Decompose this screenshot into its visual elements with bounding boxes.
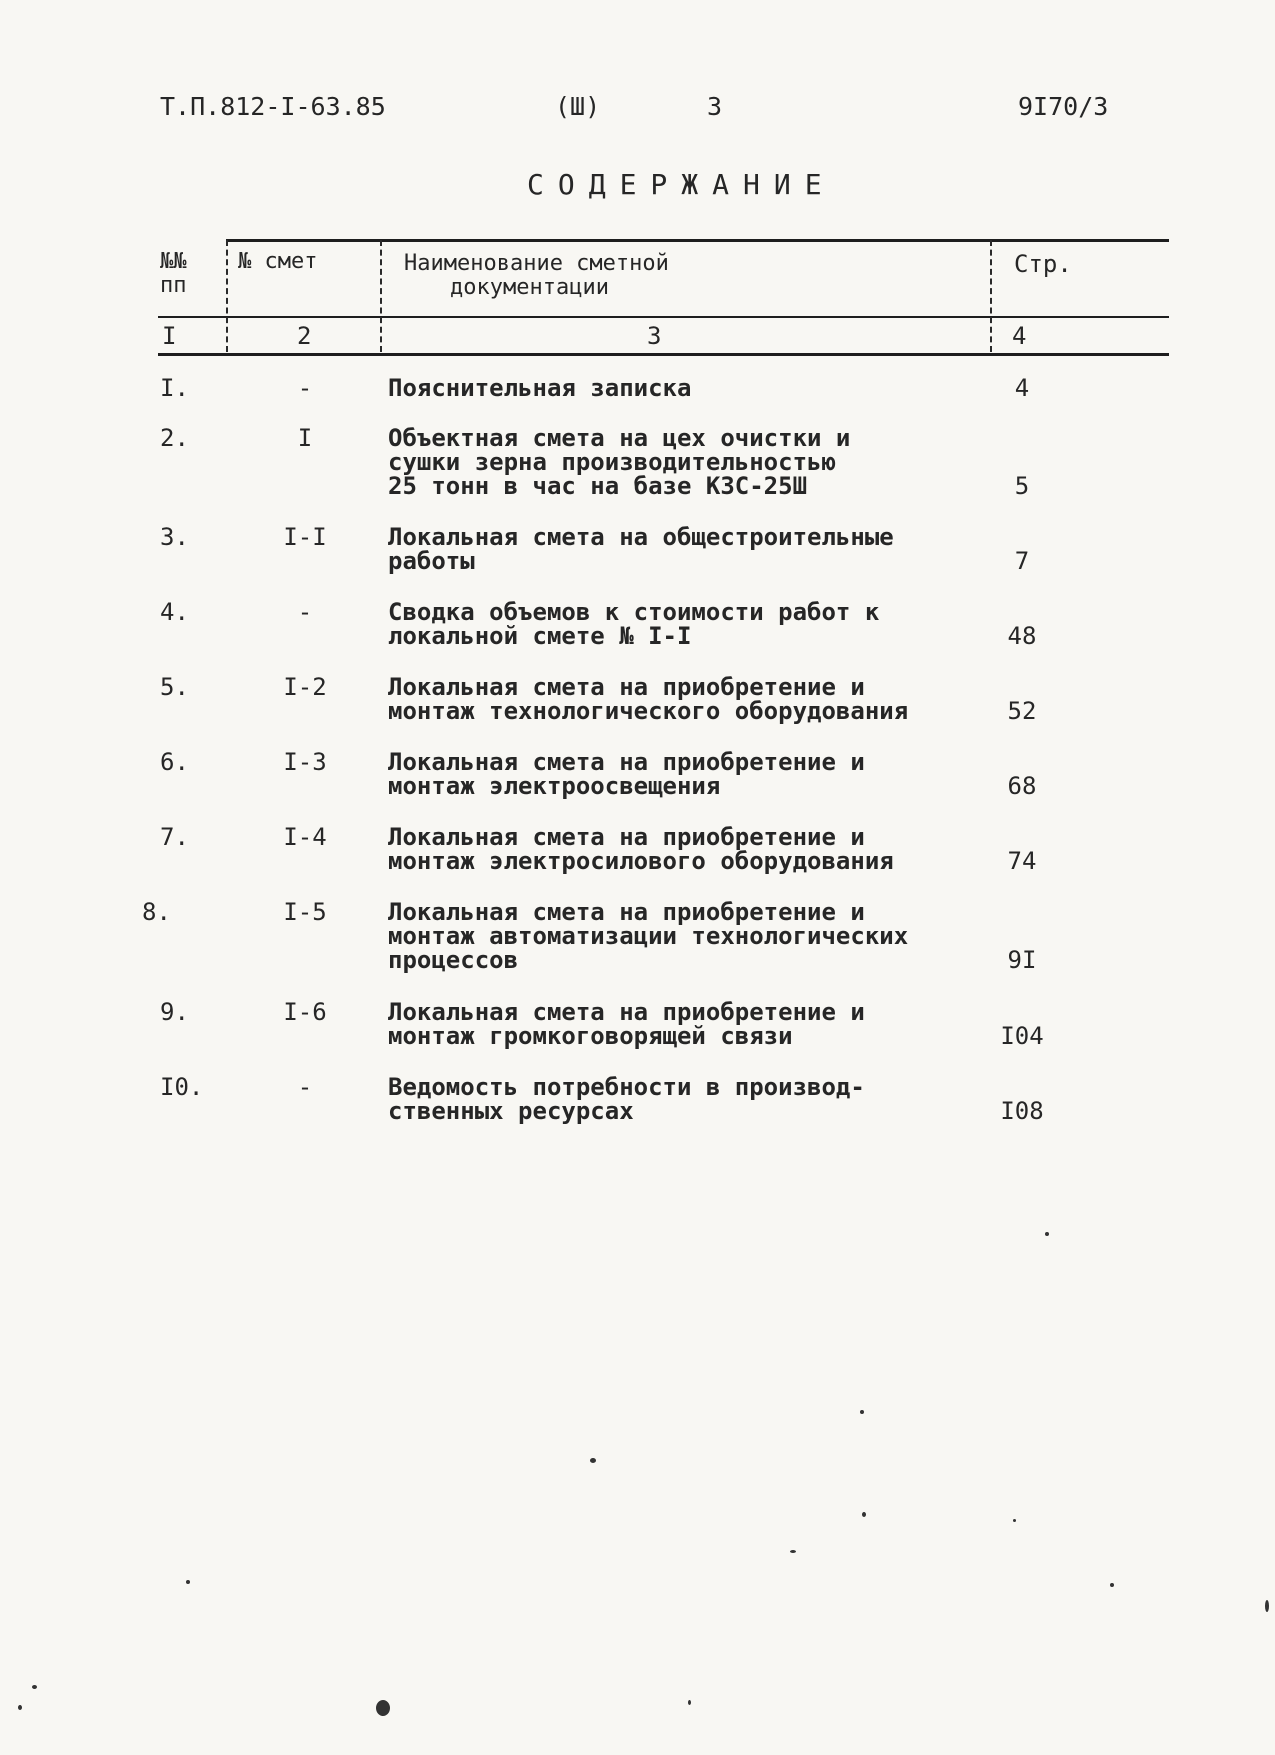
section-marker: (Ш): [555, 92, 601, 121]
column-number: I: [162, 322, 177, 350]
scan-speck: [186, 1580, 190, 1584]
page-reference: 5: [1014, 472, 1030, 500]
row-number: 3.: [160, 523, 189, 551]
scan-speck: [1013, 1519, 1016, 1522]
sheet-number: 3: [707, 92, 723, 121]
column-header-nn: [160, 250, 187, 298]
scan-speck: [32, 1685, 37, 1689]
document-name-line: работы: [388, 547, 475, 575]
column-header-nn-line1: №№: [160, 249, 187, 274]
document-name-line: Локальная смета на общестроительные: [388, 523, 894, 551]
page-reference: 52: [1007, 697, 1037, 725]
page-title: СОДЕРЖАНИЕ: [527, 168, 836, 201]
row-number: 7.: [160, 823, 189, 851]
column-number: 3: [647, 322, 662, 350]
estimate-number: I: [297, 424, 313, 452]
document-name-line: монтаж электроосвещения: [388, 772, 721, 800]
column-separator: [380, 240, 382, 352]
column-header-name-line2: документации: [450, 275, 609, 300]
page-reference: 9I: [1007, 946, 1037, 974]
document-name-line: Сводка объемов к стоимости работ к: [388, 598, 880, 626]
document-name-line: ственных ресурсах: [388, 1097, 634, 1125]
column-number: 2: [297, 322, 312, 350]
row-number: 2.: [160, 424, 189, 452]
page-reference: 74: [1007, 847, 1037, 875]
document-name-line: Локальная смета на приобретение и: [388, 823, 865, 851]
scan-speck: [590, 1458, 596, 1463]
document-name-line: процессов: [388, 946, 519, 974]
document-name-line: Объектная смета на цех очистки и: [388, 424, 851, 452]
document-name-line: монтаж технологического оборудования: [388, 697, 909, 725]
column-separator: [226, 240, 228, 352]
document-name-line: монтаж громкоговорящей связи: [388, 1022, 793, 1050]
scan-speck: [1265, 1600, 1269, 1612]
scan-speck: [18, 1705, 22, 1710]
estimate-number: I-6: [283, 998, 327, 1026]
estimate-number: I-4: [283, 823, 327, 851]
column-header-nn-line2: пп: [160, 273, 187, 298]
scan-speck: [862, 1512, 866, 1517]
scan-speck: [1045, 1232, 1049, 1236]
document-name-line: монтаж автоматизации технологических: [388, 922, 909, 950]
table-numbering-rule: [158, 353, 1169, 356]
scan-speck: [790, 1550, 796, 1553]
document-name-line: Ведомость потребности в производ-: [388, 1073, 865, 1101]
scan-speck: [688, 1700, 691, 1705]
column-header-estimate: № смет: [238, 249, 318, 274]
row-number: 5.: [160, 673, 189, 701]
estimate-number: -: [297, 598, 313, 626]
estimate-number: I-3: [283, 748, 327, 776]
column-header-page: Стр.: [1014, 250, 1072, 278]
page-reference: 48: [1007, 622, 1037, 650]
page-reference: I08: [1000, 1097, 1044, 1125]
estimate-number: -: [297, 1073, 313, 1101]
row-number: 4.: [160, 598, 189, 626]
estimate-number: I-2: [283, 673, 327, 701]
document-name-line: Пояснительная записка: [388, 374, 692, 402]
document-name-line: Локальная смета на приобретение и: [388, 673, 865, 701]
page-reference: 68: [1007, 772, 1037, 800]
document-name-line: сушки зерна производительностью: [388, 448, 836, 476]
column-number: 4: [1012, 322, 1027, 350]
page-reference: 4: [1014, 374, 1030, 402]
column-header-name: [404, 252, 669, 300]
column-header-name-line1: Наименование сметной: [404, 251, 669, 276]
document-name-line: Локальная смета на приобретение и: [388, 898, 865, 926]
estimate-number: I-I: [283, 523, 327, 551]
document-name-line: Локальная смета на приобретение и: [388, 998, 865, 1026]
document-code: Т.П.812-I-63.85: [160, 92, 386, 121]
page-reference: 7: [1014, 547, 1030, 575]
table-header-rule: [158, 316, 1169, 318]
table-top-rule: [226, 239, 1169, 242]
row-number: 8.: [142, 898, 171, 926]
scan-speck: [860, 1410, 864, 1414]
row-number: 9.: [160, 998, 189, 1026]
row-number: 6.: [160, 748, 189, 776]
estimate-number: -: [297, 374, 313, 402]
row-number: I0.: [160, 1073, 204, 1101]
document-name-line: локальной смете № I-I: [388, 622, 692, 650]
document-name-line: монтаж электросилового оборудования: [388, 847, 894, 875]
estimate-number: I-5: [283, 898, 327, 926]
column-separator: [990, 240, 992, 352]
page-reference: I04: [1000, 1022, 1044, 1050]
scan-speck: [376, 1700, 390, 1716]
document-number: 9I70/3: [1018, 92, 1109, 121]
row-number: I.: [160, 374, 189, 402]
document-name-line: Локальная смета на приобретение и: [388, 748, 865, 776]
document-name-line: 25 тонн в час на базе КЗС-25Ш: [388, 472, 808, 500]
scan-speck: [1110, 1583, 1114, 1587]
